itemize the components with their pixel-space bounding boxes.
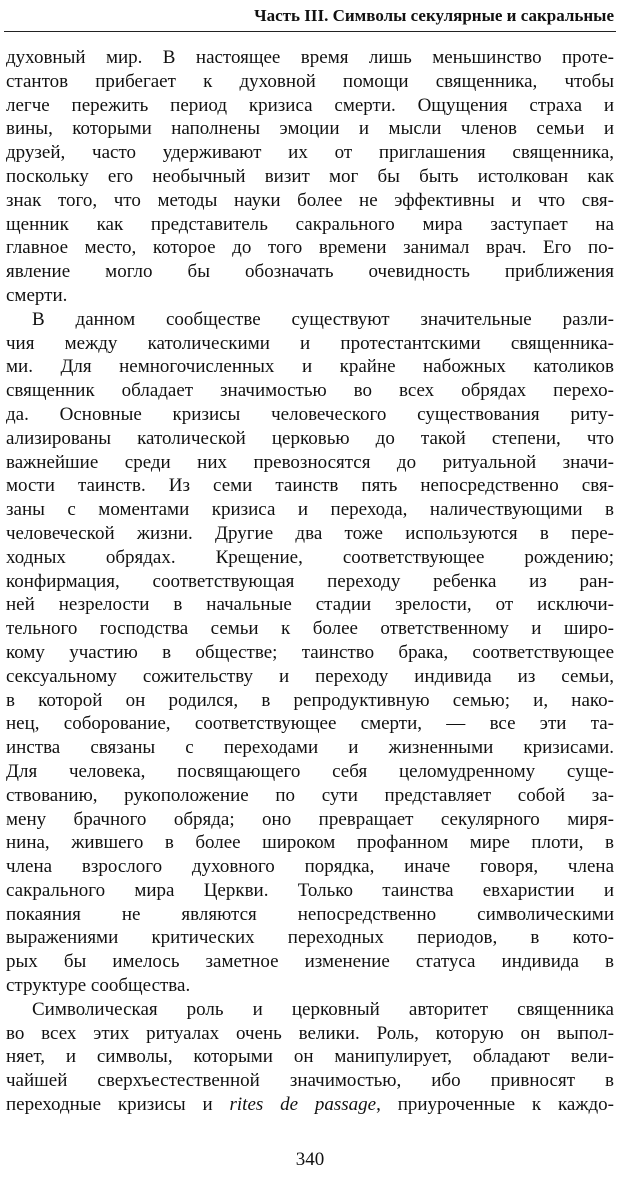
text-line: человеческой жизни. Другие два тоже используются в пере- (6, 522, 614, 544)
page-number: 340 (295, 1149, 325, 1170)
header-rule (4, 31, 616, 32)
text-line: структуре сообщества. (6, 975, 191, 997)
text-line: чия между католическими и протестантскими священника- (6, 332, 614, 354)
text-line: вины, которыми наполнены эмоции и мысли членов семьи и (6, 118, 614, 140)
text-line: во всех этих ритуалах очень велики. Роль, которую он выпол- (6, 1022, 614, 1044)
text-line: ствованию, рукоположение по сути представляет собой за- (6, 784, 614, 806)
text-line: мости таинств. Из семи таинств пять непосредственно свя- (6, 475, 614, 497)
body-text (6, 46, 614, 1117)
text-line: явление могло бы обозначать очевидность приближения (6, 261, 614, 283)
text-line: священник обладает значимостью во всех обрядах перехо- (6, 380, 614, 402)
text-line: Символическая роль и церковный авторитет священника (32, 998, 614, 1020)
text-line: тельного господства семьи к более ответственному и широ- (6, 618, 614, 640)
text-line: инства связаны с переходами и жизненными кризисами. (6, 737, 614, 759)
text-line: поскольку его необычный визит мог бы быть истолкован как (6, 165, 614, 187)
italic-phrase: rites de passage (229, 1094, 377, 1116)
text-line: заны с моментами кризиса и перехода, наличествующими в (6, 499, 614, 521)
text-line: сакрального мира Церкви. Только таинства евхаристии и (6, 879, 614, 901)
text-line: ней незрелости в начальные стадии зрелости, от исключи- (6, 594, 614, 616)
text-line: конфирмация, соответствующая переходу ребенка из ран- (6, 570, 614, 592)
text-line: сексуальному сожительству и переходу индивида из семьи, (6, 665, 614, 687)
text-line: смерти. (6, 284, 68, 306)
text-line: чайшей сверхъестественной значимостью, ибо привносят в (6, 1070, 614, 1092)
text-line: в которой он родился, в репродуктивную семью; и, нако- (6, 689, 614, 711)
text-line: ми. Для немногочисленных и крайне набожных католиков (6, 356, 614, 378)
text-line: да. Основные кризисы человеческого существования риту- (6, 403, 614, 425)
text-line: рых бы имелось заметное изменение статуса индивида в (6, 951, 614, 973)
text-line: ализированы католической церковью до такой степени, что (6, 427, 614, 449)
text-line: няет, и символы, которыми он манипулирует, обладают вели- (6, 1046, 614, 1068)
text-line: кому участию в обществе; таинство брака, соответствующее (6, 641, 614, 663)
text-segment: переходные кризисы и (6, 1094, 230, 1116)
text-line: друзей, часто удерживают их от приглашения священника, (6, 142, 614, 164)
running-head: Часть III. Символы секулярные и сакральные (254, 6, 614, 25)
text-line: главное место, которое до того времени занимал врач. Его по- (6, 237, 614, 259)
text-line: В данном сообществе существуют значительные разли- (32, 308, 614, 330)
text-line: покаяния не являются непосредственно символическими (6, 903, 614, 925)
text-line (6, 1093, 614, 1117)
text-line: нина, жившего в более широком профанном мире плоти, в (6, 832, 614, 854)
text-line: важнейшие среди них превозносятся до ритуальной значи- (6, 451, 614, 473)
text-line: духовный мир. В настоящее время лишь меньшинство проте- (6, 47, 614, 68)
text-line: мену брачного обряда; оно превращает секулярного миря- (6, 808, 614, 830)
text-segment: , приуроченные к каждо- (376, 1094, 614, 1116)
text-line: ходных обрядах. Крещение, соответствующее рождению; (6, 546, 614, 568)
text-line: стантов прибегает к духовной помощи священника, чтобы (6, 70, 614, 92)
text-line: выражениями критических переходных периодов, в кото- (6, 927, 614, 949)
text-line: знак того, что методы науки более не эффективны и что свя- (6, 189, 614, 211)
text-line: Для человека, посвящающего себя целомудренному суще- (6, 760, 614, 782)
text-line: нец, соборование, соответствующее смерти, — все эти та- (6, 713, 614, 735)
text-line: члена взрослого духовного порядка, иначе говоря, члена (6, 856, 614, 878)
text-line: щенник как представитель сакрального мира заступает на (6, 213, 614, 235)
text-line: легче пережить период кризиса смерти. Ощущения страха и (6, 94, 614, 116)
